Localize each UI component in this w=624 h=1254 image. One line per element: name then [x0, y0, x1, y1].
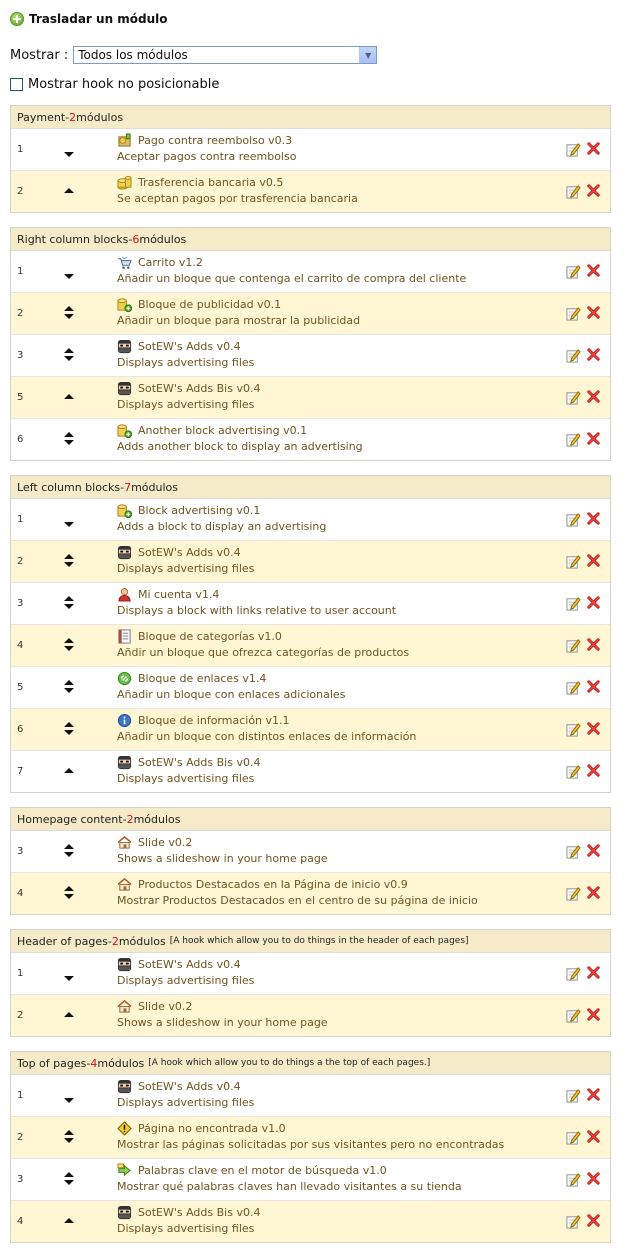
- module-name: Slide v0.2: [138, 836, 193, 849]
- home-icon: [117, 999, 132, 1014]
- move-arrows: [62, 719, 76, 739]
- module-position: 2: [17, 308, 24, 319]
- module-row: [11, 1158, 610, 1200]
- edit-icon[interactable]: [566, 1172, 581, 1187]
- move-down-arrow-icon[interactable]: [64, 976, 74, 981]
- move-down-arrow-icon[interactable]: [64, 274, 74, 279]
- move-arrows: [62, 509, 76, 529]
- edit-icon[interactable]: [566, 596, 581, 611]
- module-position: 3: [17, 350, 24, 361]
- move-arrows: [62, 761, 76, 781]
- module-description: Shows a slideshow in your home page: [117, 852, 328, 865]
- module-name: Trasferencia bancaria v0.5: [138, 176, 284, 189]
- module-description: Displays advertising files: [117, 1096, 255, 1109]
- move-up-arrow-icon[interactable]: [64, 1218, 74, 1223]
- delete-icon[interactable]: [586, 305, 601, 320]
- hook-module-count: 2: [69, 110, 77, 124]
- module-row: [11, 582, 610, 624]
- add-icon: [10, 12, 24, 26]
- move-arrows: [62, 345, 76, 365]
- module-row: [11, 418, 610, 460]
- hook-separator: -: [128, 232, 133, 246]
- module-row: [11, 251, 610, 292]
- edit-icon[interactable]: [566, 306, 581, 321]
- move-up-arrow-icon[interactable]: [64, 596, 74, 601]
- move-up-arrow-icon[interactable]: [64, 1130, 74, 1135]
- module-description: Añadir un bloque para mostrar la publicidad: [117, 314, 361, 327]
- hook-module-count-suffix: módulos: [133, 812, 181, 826]
- move-arrows: [62, 1005, 76, 1025]
- move-arrows: [62, 635, 76, 655]
- hook-table: [10, 807, 611, 915]
- hook-description: [A hook which allow you to do things in the header of each pages]: [169, 936, 469, 946]
- module-row: [11, 624, 610, 666]
- module-description: Displays a block with links relative to user account: [117, 604, 397, 617]
- module-name: Bloque de enlaces v1.4: [138, 672, 267, 685]
- module-row: [11, 831, 610, 872]
- edit-icon[interactable]: [566, 1088, 581, 1103]
- hook-title: Homepage content: [17, 812, 123, 826]
- home-icon: [117, 835, 132, 850]
- search-keyword-icon: [117, 1163, 132, 1178]
- delete-icon[interactable]: [586, 1171, 601, 1186]
- hook-module-count-suffix: módulos: [97, 1056, 145, 1070]
- module-row: [11, 750, 610, 792]
- delete-icon[interactable]: [586, 511, 601, 526]
- module-description: Displays advertising files: [117, 1222, 255, 1235]
- module-row: [11, 994, 610, 1036]
- move-arrows: [62, 841, 76, 861]
- move-down-arrow-icon[interactable]: [64, 604, 74, 609]
- module-filter-value: Todos los módulos: [78, 48, 188, 62]
- move-down-arrow-icon[interactable]: [64, 894, 74, 899]
- move-up-arrow-icon[interactable]: [64, 680, 74, 685]
- edit-icon[interactable]: [566, 184, 581, 199]
- edit-icon[interactable]: [566, 432, 581, 447]
- hook-table: [10, 227, 611, 461]
- hook-header: [11, 228, 610, 251]
- delete-icon[interactable]: [586, 431, 601, 446]
- edit-icon[interactable]: [566, 886, 581, 901]
- move-down-arrow-icon[interactable]: [64, 1098, 74, 1103]
- delete-icon[interactable]: [586, 1007, 601, 1022]
- module-name: SotEW's Adds Bis v0.4: [138, 382, 261, 395]
- module-position: 6: [17, 434, 24, 445]
- hook-header: [11, 930, 610, 953]
- move-arrows: [62, 181, 76, 201]
- hook-separator: -: [86, 1056, 91, 1070]
- hook-separator: -: [122, 812, 127, 826]
- module-row: [11, 708, 610, 750]
- module-description: Displays advertising files: [117, 356, 255, 369]
- hook-module-count-suffix: módulos: [76, 110, 124, 124]
- delete-icon[interactable]: [586, 965, 601, 980]
- module-name: Mi cuenta v1.4: [138, 588, 220, 601]
- module-row: [11, 666, 610, 708]
- edit-icon[interactable]: [566, 264, 581, 279]
- ninja-icon: [117, 545, 132, 560]
- module-position: 1: [17, 144, 24, 155]
- delete-icon[interactable]: [586, 389, 601, 404]
- delete-icon[interactable]: [586, 885, 601, 900]
- coins-add-icon: [117, 297, 132, 312]
- module-position: 6: [17, 724, 24, 735]
- edit-icon[interactable]: [566, 966, 581, 981]
- module-description: Añadir un bloque con enlaces adicionales: [117, 688, 346, 701]
- module-position: 3: [17, 598, 24, 609]
- ninja-icon: [117, 755, 132, 770]
- module-description: Mostrar Productos Destacados en el centro de su página de inicio: [117, 894, 478, 907]
- move-down-arrow-icon[interactable]: [64, 646, 74, 651]
- categories-icon: [117, 629, 132, 644]
- ninja-icon: [117, 1079, 132, 1094]
- module-row: [11, 1075, 610, 1116]
- move-arrows: [62, 139, 76, 159]
- info-icon: [117, 713, 132, 728]
- edit-icon[interactable]: [566, 1130, 581, 1145]
- move-up-arrow-icon[interactable]: [64, 722, 74, 727]
- delete-icon[interactable]: [586, 183, 601, 198]
- module-name: Bloque de categorías v1.0: [138, 630, 282, 643]
- move-down-arrow-icon[interactable]: [64, 688, 74, 693]
- show-unpositionable-hook-checkbox[interactable]: [10, 78, 23, 91]
- cod-icon: [117, 133, 132, 148]
- chevron-down-icon: ▼: [359, 47, 376, 63]
- hook-separator: -: [65, 110, 70, 124]
- module-description: Se aceptan pagos por trasferencia bancaria: [117, 192, 358, 205]
- module-name: Another block advertising v0.1: [138, 424, 308, 437]
- move-up-arrow-icon[interactable]: [64, 886, 74, 891]
- home-icon: [117, 877, 132, 892]
- module-position: 3: [17, 846, 24, 857]
- move-down-arrow-icon[interactable]: [64, 440, 74, 445]
- module-name: SotEW's Adds v0.4: [138, 546, 241, 559]
- delete-icon[interactable]: [586, 637, 601, 652]
- hook-module-count-suffix: módulos: [118, 934, 166, 948]
- module-position: 7: [17, 766, 24, 777]
- delete-icon[interactable]: [586, 553, 601, 568]
- transplant-module-link[interactable]: [10, 12, 168, 26]
- module-name: Bloque de publicidad v0.1: [138, 298, 282, 311]
- delete-icon[interactable]: [586, 843, 601, 858]
- module-row: [11, 1116, 610, 1158]
- module-position: 1: [17, 1090, 24, 1101]
- hook-title: Right column blocks: [17, 232, 129, 246]
- module-row: [11, 499, 610, 540]
- module-name: SotEW's Adds Bis v0.4: [138, 1206, 261, 1219]
- move-up-arrow-icon[interactable]: [64, 844, 74, 849]
- coins-add-icon: [117, 503, 132, 518]
- delete-icon[interactable]: [586, 1129, 601, 1144]
- hook-title: Header of pages: [17, 934, 108, 948]
- hook-module-count-suffix: módulos: [139, 232, 187, 246]
- module-description: Añadir un bloque con distintos enlaces de información: [117, 730, 417, 743]
- link-icon: [117, 671, 132, 686]
- move-down-arrow-icon[interactable]: [64, 152, 74, 157]
- module-description: Adds a block to display an advertising: [117, 520, 327, 533]
- module-name: SotEW's Adds Bis v0.4: [138, 756, 261, 769]
- move-arrows: [62, 1127, 76, 1147]
- move-arrows: [62, 677, 76, 697]
- move-down-arrow-icon[interactable]: [64, 356, 74, 361]
- move-up-arrow-icon[interactable]: [64, 1172, 74, 1177]
- move-up-arrow-icon[interactable]: [64, 188, 74, 193]
- move-up-arrow-icon[interactable]: [64, 394, 74, 399]
- module-name: Block advertising v0.1: [138, 504, 261, 517]
- delete-icon[interactable]: [586, 141, 601, 156]
- move-down-arrow-icon[interactable]: [64, 314, 74, 319]
- edit-icon[interactable]: [566, 722, 581, 737]
- move-arrows: [62, 429, 76, 449]
- hook-module-count: 4: [90, 1056, 98, 1070]
- hook-table: [10, 105, 611, 213]
- hook-title: Payment: [17, 110, 66, 124]
- module-description: Mostrar las páginas solicitadas por sus visitantes pero no encontradas: [117, 1138, 505, 1151]
- module-position: 2: [17, 1132, 24, 1143]
- hook-header: [11, 1052, 610, 1075]
- hook-description: [A hook which allow you to do things a the top of each pages.]: [148, 1058, 431, 1068]
- move-down-arrow-icon[interactable]: [64, 852, 74, 857]
- module-position: 4: [17, 1216, 24, 1227]
- module-description: Displays advertising files: [117, 974, 255, 987]
- module-description: Displays advertising files: [117, 772, 255, 785]
- hook-title: Left column blocks: [17, 480, 121, 494]
- module-row: [11, 170, 610, 212]
- move-down-arrow-icon[interactable]: [64, 1138, 74, 1143]
- move-arrows: [62, 551, 76, 571]
- module-name: Bloque de información v1.1: [138, 714, 290, 727]
- module-name: Pago contra reembolso v0.3: [138, 134, 293, 147]
- move-down-arrow-icon[interactable]: [64, 1180, 74, 1185]
- hook-table: [10, 475, 611, 793]
- delete-icon[interactable]: [586, 595, 601, 610]
- delete-icon[interactable]: [586, 721, 601, 736]
- module-name: Carrito v1.2: [138, 256, 203, 269]
- module-position: 1: [17, 968, 24, 979]
- edit-icon[interactable]: [566, 142, 581, 157]
- move-arrows: [62, 387, 76, 407]
- edit-icon[interactable]: [566, 390, 581, 405]
- move-down-arrow-icon[interactable]: [64, 522, 74, 527]
- delete-icon[interactable]: [586, 263, 601, 278]
- module-description: Añadir un bloque que contenga el carrito de compra del cliente: [117, 272, 467, 285]
- move-up-arrow-icon[interactable]: [64, 768, 74, 773]
- module-name: SotEW's Adds v0.4: [138, 340, 241, 353]
- move-arrows: [62, 303, 76, 323]
- move-up-arrow-icon[interactable]: [64, 432, 74, 437]
- edit-icon[interactable]: [566, 1214, 581, 1229]
- module-description: Shows a slideshow in your home page: [117, 1016, 328, 1029]
- hook-module-count: 2: [111, 934, 119, 948]
- module-position: 2: [17, 186, 24, 197]
- module-name: SotEW's Adds v0.4: [138, 1080, 241, 1093]
- hook-header: [11, 476, 610, 499]
- hook-table: [10, 1051, 611, 1243]
- move-up-arrow-icon[interactable]: [64, 554, 74, 559]
- module-row: [11, 334, 610, 376]
- hook-module-count: 2: [126, 812, 134, 826]
- module-position: 5: [17, 392, 24, 403]
- hook-separator: -: [107, 934, 112, 948]
- move-up-arrow-icon[interactable]: [64, 348, 74, 353]
- module-position: 1: [17, 266, 24, 277]
- hook-module-count: 6: [132, 232, 140, 246]
- ninja-icon: [117, 381, 132, 396]
- module-name: Slide v0.2: [138, 1000, 193, 1013]
- module-name: Productos Destacados en la Página de inicio v0.9: [138, 878, 408, 891]
- module-row: [11, 953, 610, 994]
- move-arrows: [62, 963, 76, 983]
- module-description: Displays advertising files: [117, 398, 255, 411]
- delete-icon[interactable]: [586, 763, 601, 778]
- hook-header: [11, 808, 610, 831]
- module-name: Palabras clave en el motor de búsqueda v1.0: [138, 1164, 387, 1177]
- cart-icon: [117, 255, 132, 270]
- module-position: 2: [17, 556, 24, 567]
- hook-module-count-suffix: módulos: [131, 480, 179, 494]
- coins-icon: [117, 175, 132, 190]
- coins-add-icon: [117, 423, 132, 438]
- show-unpositionable-hook-label: Mostrar hook no posicionable: [28, 77, 220, 92]
- move-down-arrow-icon[interactable]: [64, 730, 74, 735]
- module-position: 1: [17, 514, 24, 525]
- edit-icon[interactable]: [566, 764, 581, 779]
- module-description: Aceptar pagos contra reembolso: [117, 150, 297, 163]
- delete-icon[interactable]: [586, 679, 601, 694]
- ninja-icon: [117, 957, 132, 972]
- edit-icon[interactable]: [566, 512, 581, 527]
- module-position: 4: [17, 888, 24, 899]
- module-name: SotEW's Adds v0.4: [138, 958, 241, 971]
- delete-icon[interactable]: [586, 1087, 601, 1102]
- edit-icon[interactable]: [566, 1008, 581, 1023]
- edit-icon[interactable]: [566, 554, 581, 569]
- move-up-arrow-icon[interactable]: [64, 1012, 74, 1017]
- delete-icon[interactable]: [586, 1213, 601, 1228]
- module-position: 2: [17, 1010, 24, 1021]
- show-hook-row: [10, 77, 219, 92]
- module-position: 3: [17, 1174, 24, 1185]
- module-name: Página no encontrada v1.0: [138, 1122, 286, 1135]
- ninja-icon: [117, 1205, 132, 1220]
- hook-module-count: 7: [124, 480, 132, 494]
- module-description: Displays advertising files: [117, 562, 255, 575]
- ninja-icon: [117, 339, 132, 354]
- move-arrows: [62, 1169, 76, 1189]
- move-arrows: [62, 883, 76, 903]
- edit-icon[interactable]: [566, 680, 581, 695]
- module-position: 5: [17, 682, 24, 693]
- module-row: [11, 292, 610, 334]
- move-arrows: [62, 1085, 76, 1105]
- module-row: [11, 1200, 610, 1242]
- module-position: 4: [17, 640, 24, 651]
- delete-icon[interactable]: [586, 347, 601, 362]
- move-up-arrow-icon[interactable]: [64, 638, 74, 643]
- move-arrows: [62, 593, 76, 613]
- user-icon: [117, 587, 132, 602]
- hook-separator: -: [120, 480, 125, 494]
- module-row: [11, 376, 610, 418]
- move-down-arrow-icon[interactable]: [64, 562, 74, 567]
- edit-icon[interactable]: [566, 348, 581, 363]
- filter-label: Mostrar :: [10, 47, 69, 63]
- hook-title: Top of pages: [17, 1056, 87, 1070]
- move-arrows: [62, 1211, 76, 1231]
- module-row: [11, 129, 610, 170]
- move-arrows: [62, 261, 76, 281]
- transplant-module-label: Trasladar un módulo: [29, 12, 168, 26]
- hook-header: [11, 106, 610, 129]
- module-row: [11, 872, 610, 914]
- module-description: Mostrar qué palabras claves han llevado visitantes a su tienda: [117, 1180, 462, 1193]
- module-filter-select[interactable]: [73, 46, 377, 64]
- edit-icon[interactable]: [566, 844, 581, 859]
- module-description: Adds another block to display an advertising: [117, 440, 363, 453]
- module-description: Añdir un bloque que ofrezca categorías de productos: [117, 646, 410, 659]
- module-row: [11, 540, 610, 582]
- hook-table: [10, 929, 611, 1037]
- edit-icon[interactable]: [566, 638, 581, 653]
- move-up-arrow-icon[interactable]: [64, 306, 74, 311]
- warning-icon: [117, 1121, 132, 1136]
- filter-row: [10, 46, 377, 64]
